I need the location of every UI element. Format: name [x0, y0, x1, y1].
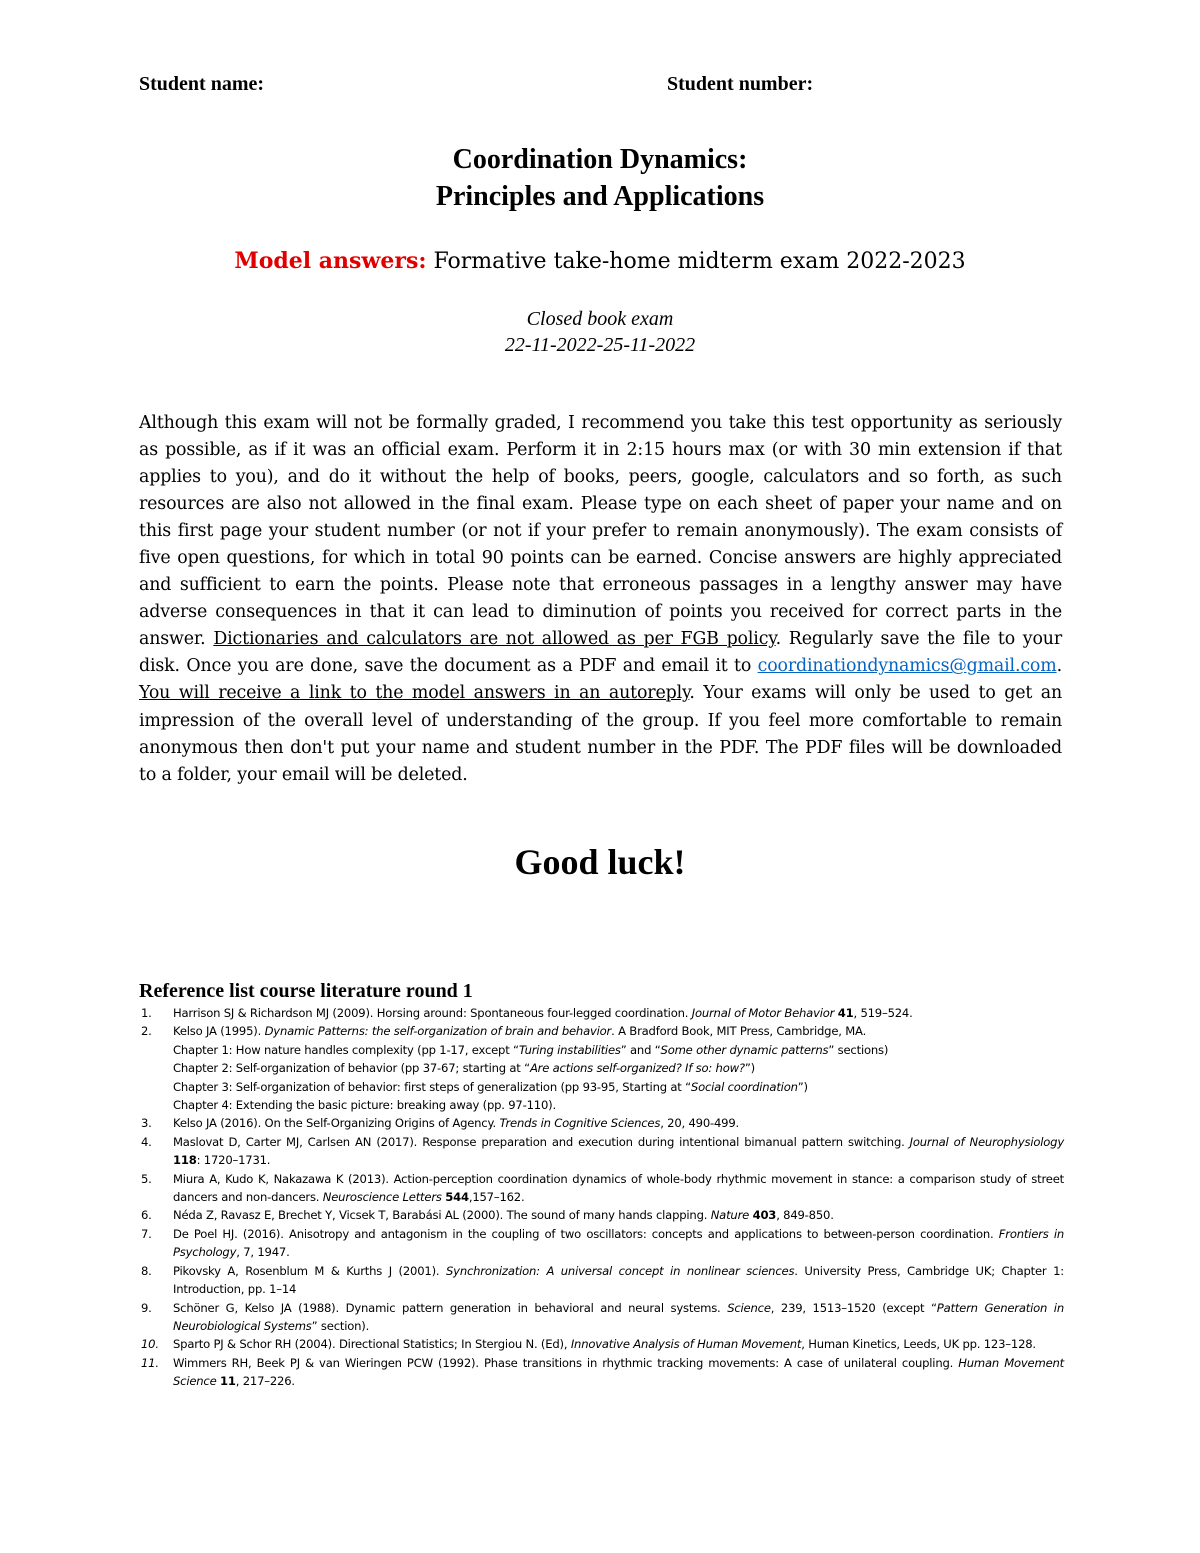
reference-number: 2. — [141, 1024, 152, 1039]
student-name-label: Student name: — [139, 73, 265, 95]
reference-book-title: Innovative Analysis of Human Movement — [570, 1337, 802, 1352]
reference-journal: Nature — [710, 1208, 750, 1223]
reference-number: 8. — [141, 1263, 152, 1278]
reference-publisher: . University Press, Cambridge UK; Chapter 1: Introduction, pp. 1–14 — [173, 1263, 1064, 1297]
reference-item-10 — [139, 1335, 1064, 1353]
model-answers-label: Model answers: — [234, 248, 427, 274]
reference-number: 9. — [141, 1300, 152, 1315]
course-title — [0, 141, 1200, 215]
instructions-part-4: . Your exams will only be used to get an impression of the overall level of understanding of the group. If you feel more comfortable to remain anonymous then don't put your name and student number in the PDF. The PDF files will be downloaded to a folder, your email will be deleted. — [139, 683, 1063, 785]
reference-item-9 — [139, 1299, 1064, 1336]
policy-note: Dictionaries and calculators are not allowed as per FGB policy — [213, 629, 776, 650]
exam-dates: 22-11-2022-25-11-2022 — [504, 334, 696, 356]
reference-pages: , 849-850. — [776, 1208, 834, 1223]
reference-volume: 403 — [752, 1208, 777, 1223]
reference-list — [139, 1004, 1064, 1391]
reference-item-3 — [139, 1114, 1064, 1132]
reference-authors: Pikovsky A, Rosenblum M & Kurths J (2001). — [173, 1263, 447, 1278]
reference-volume: 544 — [445, 1190, 469, 1205]
reference-journal: Journal of Neurophysiology — [909, 1134, 1064, 1149]
reference-number: 3. — [141, 1116, 152, 1131]
reference-number: 7. — [141, 1226, 152, 1241]
chapter-text: ” and “ — [620, 1042, 661, 1057]
reference-chapter-2 — [139, 1059, 1064, 1077]
reference-note: ” section). — [311, 1318, 370, 1333]
reference-item-4 — [139, 1133, 1064, 1170]
reference-pages: ,157–162. — [468, 1190, 525, 1205]
reference-pages: , 239, 1513–1520 (except “ — [770, 1300, 937, 1315]
reference-number: 10. — [141, 1337, 159, 1352]
reference-number: 1. — [141, 1006, 152, 1020]
email-link[interactable]: coordinationdynamics@gmail.com — [757, 656, 1057, 677]
reference-journal: Journal of Motor Behavior — [691, 1006, 835, 1020]
student-info-row — [139, 73, 1059, 99]
reference-item-5 — [139, 1170, 1064, 1207]
reference-authors: Miura A, Kudo K, Nakazawa K (2013). Action-perception coordination dynamics of whole-body rhythmic movement in stance: a comparison study of street dancers and non-dancers. — [173, 1171, 1064, 1205]
course-title-line-2: Principles and Applications — [435, 181, 765, 212]
reference-journal: Trends in Cognitive Sciences — [499, 1116, 661, 1131]
reference-item-2 — [139, 1022, 1064, 1040]
instructions-part-1: Although this exam will not be formally graded, I recommend you take this test opportunity as seriously as possible, as if it was an official exam. Perform it in 2:15 hours max (or with 30 min extension if that applies to you), and do it without the help of books, peers, google, calculators and so forth, as such resources are also not allowed in the final exam. Please type on each sheet of paper your name and on this first page your student number (or not if your prefer to remain anonymously). The exam consists of five open questions, for which in total 90 points can be earned. Concise answers are highly appreciated and sufficient to earn the points. Please note that erroneous passages in a lengthy answer may have adverse consequences in that it can lead to diminution of points you received for correct parts in the answer. — [139, 413, 1062, 650]
reference-publisher: , Human Kinetics, Leeds, UK pp. 123–128. — [801, 1337, 1036, 1352]
reference-pages: , 217–226. — [235, 1374, 295, 1389]
chapter-section: Social coordination — [690, 1079, 798, 1094]
reference-volume: 118 — [173, 1153, 197, 1168]
instructions-part-2: . Regularly save the file to your disk. Once you are done, save the document as a PDF and email it to — [139, 629, 1063, 677]
chapter-text: ”) — [797, 1079, 808, 1094]
reference-exception: Pattern Generation in Neurobiological Systems — [173, 1300, 1064, 1333]
reference-authors: De Poel HJ. (2016). Anisotropy and antagonism in the coupling of two oscillators: concepts and applications to between-person coordination. — [173, 1226, 999, 1241]
good-luck-heading: Good luck! — [514, 842, 686, 882]
instructions-paragraph — [139, 410, 1062, 789]
student-number-label: Student number: — [667, 73, 814, 95]
reference-authors: Néda Z, Ravasz E, Brechet Y, Vicsek T, Barabási AL (2000). The sound of many hands clapping. — [173, 1208, 711, 1223]
exam-subtitle — [0, 248, 1200, 274]
chapter-text: Chapter 2: Self-organization of behavior (pp 37-67; starting at “ — [173, 1061, 530, 1076]
reference-journal: Human Movement Science — [173, 1355, 1064, 1389]
reference-pages: , 20, 490-499. — [660, 1116, 740, 1131]
chapter-text: ” sections) — [828, 1042, 889, 1057]
reference-pages: , 7, 1947. — [236, 1245, 290, 1260]
chapter-text: Chapter 3: Self-organization of behavior: first steps of generalization (pp 93-95, Starting at “ — [173, 1079, 691, 1094]
reference-authors: Harrison SJ & Richardson MJ (2009). Horsing around: Spontaneous four-legged coordination. — [173, 1006, 692, 1020]
reference-authors: Maslovat D, Carter MJ, Carlsen AN (2017). Response preparation and execution during intentional bimanual pattern switching. — [173, 1134, 910, 1149]
course-title-line-1: Coordination Dynamics: — [452, 144, 748, 175]
reference-book-title: Synchronization: A universal concept in nonlinear sciences — [446, 1263, 795, 1278]
reference-publisher: . A Bradford Book, MIT Press, Cambridge, MA. — [611, 1024, 867, 1039]
reference-authors: Sparto PJ & Schor RH (2004). Directional Statistics; In Stergiou N. (Ed), — [173, 1337, 571, 1352]
reference-chapter-4: Chapter 4: Extending the basic picture: breaking away (pp. 97-110). — [173, 1098, 556, 1113]
reference-journal: Frontiers in Psychology — [173, 1226, 1064, 1260]
reference-pages: , 519–524. — [853, 1006, 913, 1020]
reference-chapter-3 — [139, 1078, 1064, 1096]
reference-number: 6. — [141, 1208, 152, 1223]
autoreply-note: You will receive a link to the model answers in an autoreply — [139, 683, 690, 704]
exam-type: Closed book exam — [526, 308, 674, 330]
reference-item-7 — [139, 1225, 1064, 1262]
reference-authors: Kelso JA (1995). — [173, 1024, 265, 1039]
reference-journal: Science — [727, 1300, 771, 1315]
reference-item-6 — [139, 1206, 1064, 1224]
reference-item-11 — [139, 1354, 1064, 1391]
reference-book-title: Dynamic Patterns: the self-organization of brain and behavior — [264, 1024, 612, 1039]
chapter-section: Are actions self-organized? If so: how? — [529, 1061, 745, 1076]
reference-authors: Wimmers RH, Beek PJ & van Wieringen PCW (1992). Phase transitions in rhythmic tracking movements: A case of unilateral coupling. — [173, 1355, 959, 1370]
reference-number: 11. — [141, 1355, 159, 1370]
reference-list-heading: Reference list course literature round 1 — [139, 980, 473, 1002]
reference-volume: 41 — [837, 1006, 854, 1020]
reference-chapter-1 — [139, 1041, 1064, 1059]
reference-item-1 — [139, 1004, 1064, 1022]
chapter-text: ”) — [744, 1061, 755, 1076]
instructions-part-3: . — [1056, 656, 1062, 677]
reference-authors: Schöner G, Kelso JA (1988). Dynamic pattern generation in behavioral and neural systems. — [173, 1300, 728, 1315]
reference-number: 4. — [141, 1134, 152, 1149]
chapter-exception: Turing instabilities — [518, 1042, 621, 1057]
reference-number: 5. — [141, 1171, 152, 1186]
reference-volume: 11 — [220, 1374, 236, 1389]
exam-meta — [0, 306, 1200, 358]
reference-journal: Neuroscience Letters — [322, 1190, 442, 1205]
chapter-exception: Some other dynamic patterns — [660, 1042, 829, 1057]
reference-item-8 — [139, 1262, 1064, 1299]
reference-pages: : 1720–1731. — [196, 1153, 271, 1168]
exam-subtitle-text: Formative take-home midterm exam 2022-2023 — [426, 249, 966, 274]
chapter-text: Chapter 1: How nature handles complexity (pp 1-17, except “ — [173, 1042, 519, 1057]
reference-authors: Kelso JA (2016). On the Self-Organizing Origins of Agency. — [173, 1116, 500, 1131]
